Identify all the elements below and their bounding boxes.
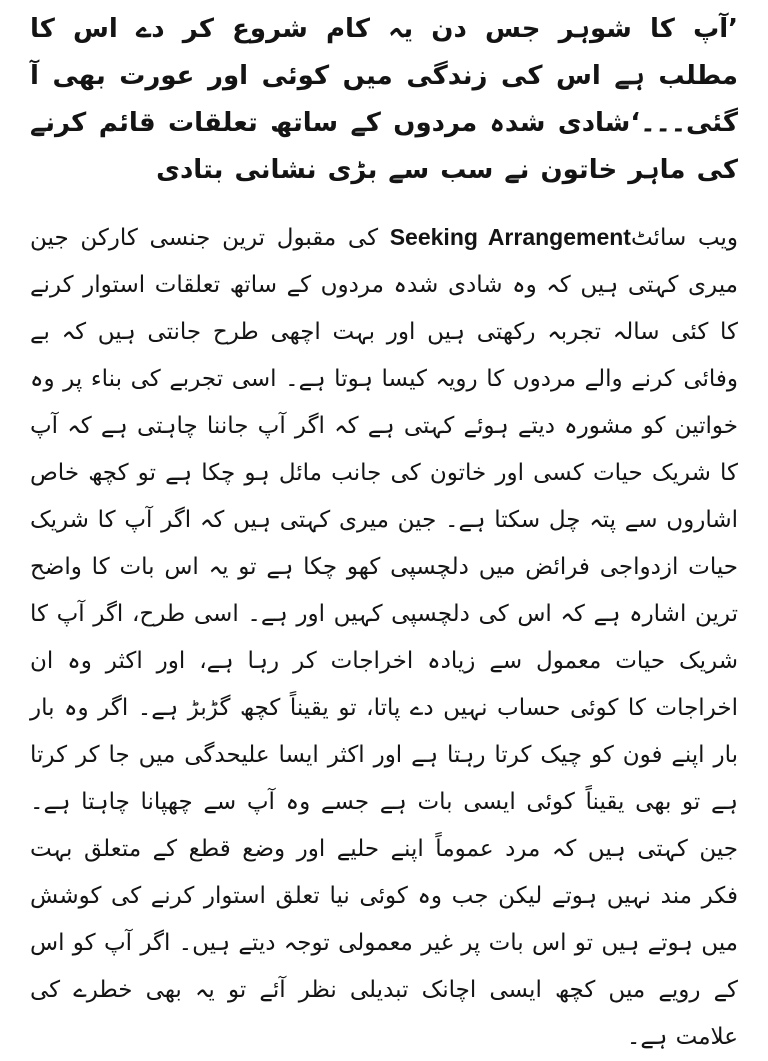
body-intro-text: ویب سائٹ bbox=[630, 225, 739, 251]
body-main-text: کی مقبول ترین جنسی کارکن جین میری کہتی ہیں کہ وہ شادی شدہ مردوں کے ساتھ تعلقات استوار کرنے کا کئی سالہ تجربہ رکھتی ہیں اور بہت اچھی طرح جانتی ہیں کہ بے وفائی کرنے والے مردوں کا رویہ کیسا ہوتا ہے۔ اسی تجربے کی بناء پر وہ خواتین کو مشورہ دیتے ہوئے کہتی ہے کہ اگر آپ جاننا چاہتی ہے کہ آپ کا شریک حیات کسی اور خاتون کی جانب مائل ہو چکا ہے تو کچھ خاص اشاروں سے پتہ چل سکتا ہے۔ جین میری کہتی ہیں کہ اگر آپ کا شریک حیات ازدواجی فرائض میں دلچسپی کھو چکا ہے تو یہ اس بات کا واضح ترین اشارہ ہے کہ اس کی دلچسپی کہیں اور ہے۔ اسی طرح، اگر آپ کا شریک حیات معمول سے زیادہ اخراجات کر رہا ہے، اور اکثر وہ ان اخراجات کا کوئی حساب نہیں دے پاتا، تو یقیناً کچھ گڑبڑ ہے۔ اگر وہ بار بار اپنے فون کو چیک کرتا رہتا ہے اور اکثر ایسا علیحدگی میں جا کر کرتا ہے تو بھی یقیناً کوئی ایسی بات ہے جسے وہ آپ سے چھپانا چاہتا ہے۔ جین کہتی ہیں کہ مرد عموماً اپنے حلیے اور وضع قطع کے متعلق بہت فکر مند نہیں ہوتے لیکن جب وہ کوئی نیا تعلق استوار کرنے کی کوشش میں ہوتے ہیں تو اس بات پر غیر معمولی توجہ دیتے ہیں۔ اگر آپ کو اس کے رویے میں کچھ ایسی اچانک تبدیلی نظر آئے تو یہ بھی خطرے کی علامت ہے۔ bbox=[30, 225, 738, 1050]
site-name: Seeking Arrangement bbox=[389, 224, 631, 250]
article-headline: ’آپ کا شوہر جس دن یہ کام شروع کر دے اس کا مطلب ہے اس کی زندگی میں کوئی اور عورت بھی آ گئی۔۔۔‘شادی شدہ مردوں کے ساتھ تعلقات قائم کرنے کی ماہر خاتون نے سب سے بڑی نشانی بتادی bbox=[30, 14, 738, 185]
article-body bbox=[30, 214, 738, 1061]
